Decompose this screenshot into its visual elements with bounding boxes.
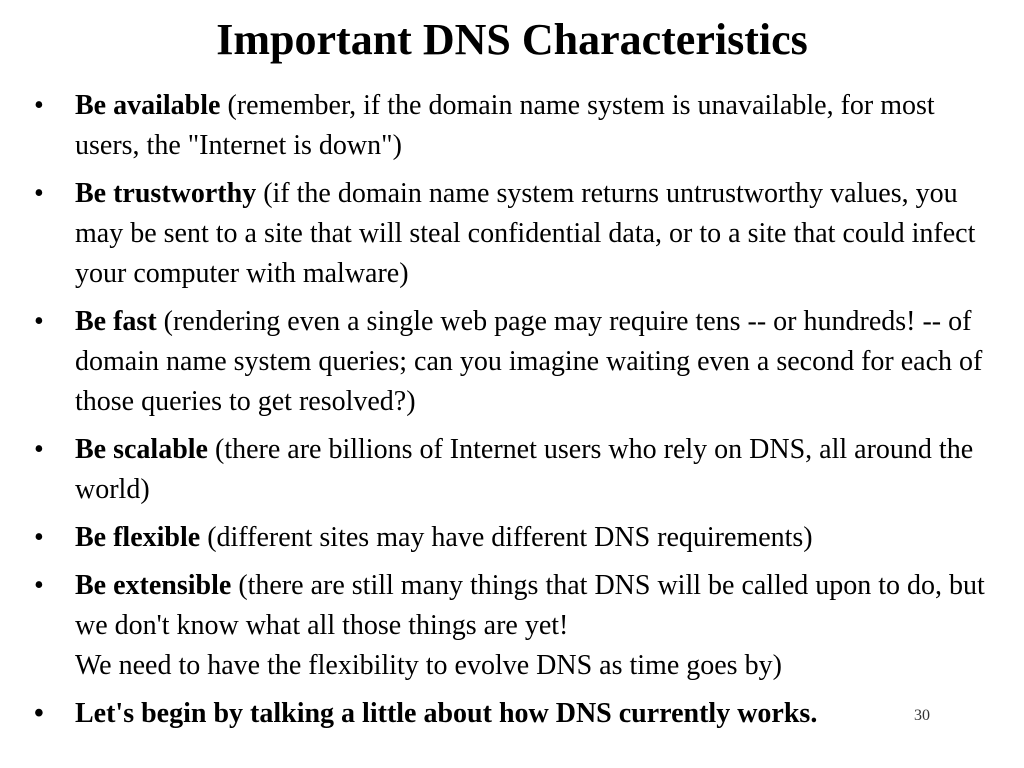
bullet-be-extensible — [28, 566, 1003, 686]
bullet-text: (there are still many things that DNS will be called upon to do, but we don't know what all those things are yet! — [75, 570, 985, 641]
bullet-marker: • — [34, 698, 44, 729]
bullet-marker: • — [34, 178, 44, 209]
bullet-marker: • — [34, 522, 44, 553]
bullet-be-available — [28, 86, 1003, 166]
bullet-marker: • — [34, 90, 44, 121]
bullet-text-continued: We need to have the flexibility to evolve DNS as time goes by) — [75, 650, 782, 681]
bullet-be-flexible — [28, 518, 1003, 558]
bullet-lead: Be fast — [75, 306, 157, 337]
bullet-marker: • — [34, 570, 44, 601]
slide-number: 30 — [914, 707, 930, 724]
bullet-be-scalable — [28, 430, 1003, 510]
bullet-text: (there are billions of Internet users who rely on DNS, all around the world) — [75, 434, 974, 505]
bullet-text: (different sites may have different DNS requirements) — [200, 522, 813, 553]
bullet-lead: Be flexible — [75, 522, 201, 553]
bullet-lead: Be scalable — [75, 434, 208, 465]
bullet-be-fast — [28, 302, 1003, 422]
bullet-list — [28, 86, 1003, 742]
bullet-lead: Be available — [75, 90, 221, 121]
bullet-be-trustworthy — [28, 174, 1003, 294]
slide-title: Important DNS Characteristics — [216, 15, 808, 64]
bullet-lead: Be extensible — [75, 570, 232, 601]
bullet-text: (remember, if the domain name system is unavailable, for most users, the "Internet is down") — [75, 90, 935, 161]
bullet-marker: • — [34, 306, 44, 337]
bullet-text: (if the domain name system returns untrustworthy values, you may be sent to a site that will steal confidential data, or to a site that could infect your computer with malware) — [75, 178, 976, 289]
bullet-text: (rendering even a single web page may require tens -- or hundreds! -- of domain name system queries; can you imagine waiting even a second for each of those queries to get resolved?) — [75, 306, 983, 417]
closing-text: Let's begin by talking a little about how DNS currently works. — [75, 698, 818, 729]
bullet-marker: • — [34, 434, 44, 465]
bullet-lead: Be trustworthy — [75, 178, 257, 209]
bullet-closing — [28, 694, 1003, 734]
